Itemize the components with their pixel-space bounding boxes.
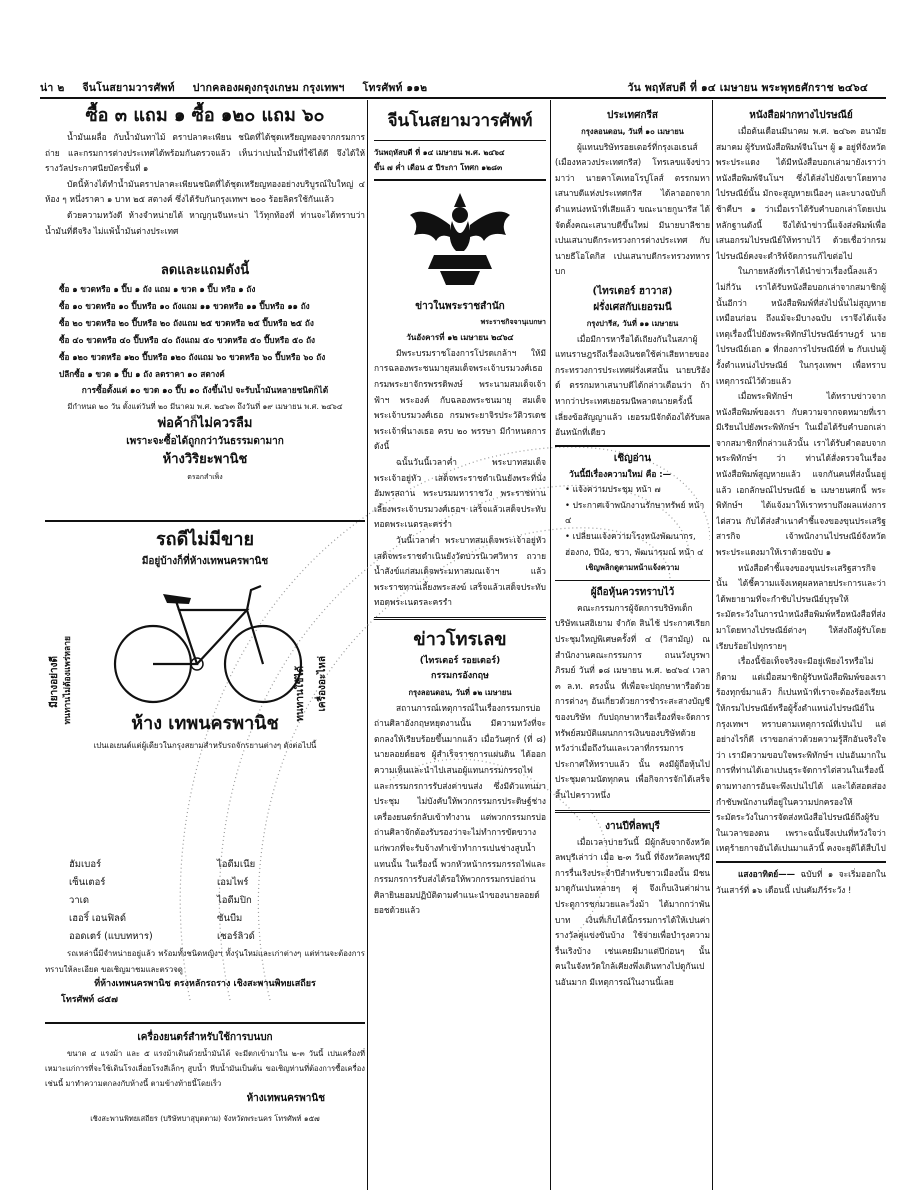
price-row: ซื้อ ๒๐ ขวดหรือ ๒๐ ปี๊บหรือ ๒๐ ถังแถม ๒๕ ขวดหรือ ๒๕ ปี๊บหรือ ๒๕ ถัง <box>59 318 314 329</box>
read-notice-item: • เปลี่ยนแจ้งความโรงหนังพัฒนากร, ฮ่องกง, ปีนัง, ชวา, พัฒนารมณ์ หน้า ๔ <box>565 531 704 557</box>
greece-dateline: กรุงลอนดอน, วันที่ ๑๐ เมษายน <box>581 127 684 136</box>
garuda-emblem-icon <box>374 185 546 293</box>
germany-source: (ไทรเตอร์ ฮาวาส) <box>592 285 673 297</box>
section-rule <box>555 580 710 581</box>
header-rule <box>40 97 886 99</box>
wire-news-dateline: กรุงลอนดอน, วันที่ ๑๒ เมษายน <box>408 688 512 698</box>
section-rule <box>555 445 710 447</box>
brand-item: ไอดีมเนีย <box>217 858 256 870</box>
wire-news-subheadline: กรรมกรอังกฤษ <box>431 671 489 682</box>
oil-ad-note: การซื้อตั้งแต่ ๑๐ ขวด ๑๐ ปี๊บ ๑๐ ถังขึ้นไป จะรับน้ำมันหลายชนิดก็ได้ <box>81 385 329 396</box>
price-row: ซื้อ ๑๒๐ ขวดหรือ ๑๒๐ ปี๊บหรือ ๑๒๐ ถังแถม ๖๐ ขวดหรือ ๖๐ ปี๊บหรือ ๖๐ ถัง <box>59 352 326 363</box>
oil-ad-slogan: พ่อค้าก็ไม่ควรลืม <box>157 416 253 432</box>
wire-news-body: สถานการณ์เหตุการณ์ในเรื่องกรรมกรบ่อถ่านศิลาอังกฤษหยุดงานนั้น มีความหวังที่จะตกลงให้เรียบร้อยขึ้นมากแล้ว เมื่อวันศุกร์ (ที่ ๘) นายลอยด์ยอช ผู้สำเร็จราชการแผ่นดิน ได้ออกความเห็นและนำไปเสนอผู้แทนกรรมกรรถไฟ และกรรมกรการรับส่งค่าขนส่ง ซึ่งมีตัวแทนมาประชุม ไม่บังคับให้พวกกรรมกรประดิษฐ์ช่างเครื่องยนตร์กลับเข้าทำงาน แต่พวกกรรมกรบ่อถ่านศิลาจักต้องรับรองว่าจะไม่ทำการขัดขวาง แก่พวกที่จะรับจ้างทำเข้าทำการเปนช่างสูบน้ำแทนนั้น ในเรื่องนี้ พวกหัวหน้ากรรมกรรถไฟและกรรมกรการรับส่งได้รอให้พวกกรรมกรบ่อถ่านศิลายินยอมปฏิบัติตามคำแนะนำของนายลอยด์ยอชด้วยแล้ว <box>374 702 546 916</box>
machine-ad-shop: ห้างเทพนครพานิช <box>246 1093 325 1105</box>
bike-ad-headline: รถดีไม่มีขาย <box>156 528 254 550</box>
section-rule <box>45 1022 365 1024</box>
royal-news-headline: ข่าวในพระราชสำนัก <box>415 300 505 312</box>
read-notice-outro: เชิญพลิกดูตามหน้าแจ้งความ <box>585 563 680 573</box>
germany-headline: ฝรั่งเศสกับเยอรมนี <box>593 301 672 313</box>
price-row: ซื้อ ๑๐ ขวดหรือ ๑๐ ปี๊บหรือ ๑๐ ถังแถม ๑๑ ขวดหรือ ๑๑ ปี๊บหรือ ๑๑ ถัง <box>59 301 310 312</box>
royal-news-source: พระราชกิจจานุเบกษา <box>480 317 546 326</box>
section-rule <box>45 520 365 522</box>
bicycle-illustration <box>105 576 305 706</box>
column-news-main <box>374 102 546 1200</box>
read-notice-item: • แจ้งความประชุม หน้า ๗ <box>565 484 661 495</box>
price-row: ซื้อ ๔๐ ขวดหรือ ๔๐ ปี๊บหรือ ๔๐ ถังแถม ๕๐ ขวดหรือ ๕๐ ปี๊บหรือ ๕๐ ถัง <box>59 335 316 346</box>
greece-headline: ประเทศกรีส <box>607 110 658 121</box>
bicycle-ad <box>45 526 365 856</box>
oil-ad-shop-location: ตรอกสำเพ็ง <box>187 473 223 482</box>
royal-news-paragraph: วันนี้เวลาค่ำ พระบาทสมเด็จพระเจ้าอยู่หัว เสด็จพระราชดำเนินยังวัดบวรนิเวศวิหาร ถวายน้ำสังข์แก่สมเด็จพระมหาสมณเจ้าฯ แล้วพระราชทานเลี้ยงพระสงฆ์ เสร็จแล้วเสด็จประทับทอดพระเนตรละครรำ <box>374 534 546 608</box>
machine-ad-address: เชิงสะพานพิทยเสถียร (บริษัทบาสุบุตตาม) จังหวัดพระนคร โทรศัพท์ ๑๕๗ <box>90 1114 320 1124</box>
letter-paragraph: เมื่อพระพิทักษ์ฯ ได้ทราบข่าวจากหนังสือพิมพ์ของเรา กับความจากจดหมายที่เรามีเรียนไปยังพระพิทักษ์ฯ ในเมื่อได้รับคำบอกเล่าจากสมาชิกที่กล่าวแล้วนั้น เราได้รับคำตอบจากพระพิทักษ์ฯ ว่า ท่านได้สั่งตรวจในเรื่องหนังสือพิมพ์สูญหายแล้ว แจกกันคนที่ส่งนั้นอยู่แล้ว เอกลักษณ์ไปรษณีย์ ๒ เมษายนศกนี้ พระพิทักษ์ฯ ได้แจ้งมาให้เราทราบถึงผลแห่งการไต่สวน กับได้ส่งสำเนาคำชี้แจงของขุนประเสริฐสารกิจ เจ้าพนักงานไปรษณีย์จังหวัดพระประแดงมาให้เราด้วยฉบับ ๑ <box>716 391 886 558</box>
letter-paragraph: ในภายหลังที่เราได้นำข่าวเรื่องนี้ลงแล้วไม่กี่วัน เราได้รับหนังสือบอกเล่าจากสมาชิกผู้นั้นอีกว่า หนังสือพิมพ์ที่ส่งไปนั้นไม่สูญหายเหมือนก่อน ถึงแม้จะมีบางฉบับ เราจึงได้แจ้งเหตุเรื่องนี้ไปยังพระพิทักษ์ไปรษณีย์ราษฎร์ นายไปรษณีย์เอก ๑ ที่กองการไปรษณีย์ที่ ๒ กับเปนผู้รั้งตำแหน่งไปรษณีย์ ในกรุงเทพฯ เพื่อทราบเหตุการณ์ไว้ด้วยแล้ว <box>716 266 886 386</box>
masthead-lunar-date: ขึ้น ๗ ค่ำ เดือน ๕ ปีระกา โทศก ๑๒๘๓ <box>374 163 503 172</box>
oil-ad-paragraph: น้ำมันเผลื่อ กับน้ำมันทาไม้ ตราปลาคะเพียน ชนิดที่ได้ชุดเหรียญทองจากกรมการ ถ่าย และกรมการต่างประเทศได้พร้อมกันตรวจแล้ว เห็นว่าเปนน้ำมันที่ใช้ได้ดี จึงได้ให้รางวัลประกาศนียบัตรชั้นที่ ๑ <box>45 132 365 174</box>
bike-ad-side-text: เครื่องอะไหล่ <box>317 655 328 712</box>
paper-name: จีนโนสยามวารศัพท์ <box>82 82 175 94</box>
brand-item: เซ็นเตอร์ <box>69 876 106 888</box>
brand-item: เอมไพร์ <box>217 876 249 888</box>
section-rule <box>555 810 710 813</box>
paper-address: ปากคลองผดุงกรุงเกษม กรุงเทพฯ <box>192 82 345 94</box>
bike-ad-phone: โทรศัพท์ ๘๕๗ <box>61 994 118 1005</box>
lopburi-body: เมื่อเวลาบ่ายวันนี้ มีผู้กลับจากจังหวัดลพบุรีเล่าว่า เมื่อ ๒-๓ วันนี้ ที่จังหวัดลพบุรีมีการรื่นเริงประจำปีสำหรับชาวเมืองนั้น มีชนมาดูกันเปนหลายๆ คู่ จึงเก็บเงินค่าผ่านประตูการชกมวยและวิ่งม้า ได้มากกว่าพันบาท เงินที่เก็บได้นี้กรรมการได้ให้เปนค่ารางวัลคู่แข่งขันบ้าง ใช้จ่ายเพื่อบำรุงความรื่นเริงบ้าง เช่นเคยมีมาแต่ปีก่อนๆ นั้น คนในจังหวัดใกล้เคียงพึ่งเดินทางไปดูกันเปนอันมาก มีเหตุการณ์ในงานนี้เลย <box>555 836 710 987</box>
letter-paragraph: เมื่อต้นเดือนมีนาคม พ.ศ. ๒๔๖๓ อนามัยสมาคม ผู้รับหนังสือพิมพ์จีนโนฯ ผู้ ๑ อยู่ที่จังหวัดพระประแดง ได้มีหนังสือบอกเล่ามายังเราว่า หนังสือพิมพ์จีนโนฯ ซึ่งได้ส่งไปยังเขาโดยทางไปรษณีย์นั้น มักจะสูญหายเนืองๆ และบางฉบับก็ช้าคืบฯ ๑ ว่าเมื่อเราได้รับคำบอกเล่าโดยเปนหลักฐานดังนี้ จึงได้นำข่าวนี้แจ้งส่งพิมพ์เพื่อเสนอกรมไปรษณีย์ให้ทราบไว้ ด้วยเชื่อว่ากรมไปรษณีย์คงจะดำริห์จัดการแก้ไขต่อไป <box>716 126 886 261</box>
column-divider <box>550 100 551 1190</box>
column-divider <box>712 100 713 1190</box>
royal-news-date: วันอังคารที่ ๑๒ เมษายน ๒๔๖๔ <box>406 333 514 343</box>
oil-ad-paragraph: บัดนี้ห้างได้ทำน้ำมันตราปลาคะเพียนชนิดที่ได้ชุดเหรียญทองอย่างบริบูรณ์ใบใหญ่ ๔ ห้อง ๆ หนึ่งราคา ๑ บาท ๒๕ สตางค์ ซึ่งได้รับกันกรุงเทพฯ ๒๐๐ ร้อยลิตรใช้กันแล้ว <box>45 178 365 205</box>
column-divider <box>367 100 368 1190</box>
column-foreign-news <box>555 102 710 1200</box>
issue-date: วัน พฤหัสบดี ที่ ๑๔ เมษายน พระพุทธศักราช ๒๔๖๔ <box>627 82 868 94</box>
greece-body: ผู้แทนบริษัทรอยเตอร์ที่กรุงเอเธนส์ (เมืองหลวงประเทศกรีส) โทรเลขแจ้งข่าวมาว่า นายคาโคเทอโรปูโลส์ ตรรกมหาเสนาบดีแห่งประเทศกรีส ได้ลาออกจากตำแหน่งหน้าที่เสียแล้ว ขณะนายกูนารีส ได้จัดตั้งคณะเสนาบดีขึ้นใหม่ มีนายบาลีชาย เปนเสนาบดีกระทรวงการต่างประเทศ กับนายธีโอโตกิส เปนเสนาบดีกระทรวงทหารบก <box>555 141 710 277</box>
letter-paragraph: หนังสือคำชี้แจงของขุนประเสริฐสารกิจนั้น ได้ชี้ความแจ้งเหตุผลหลายประการและว่าได้พยายามที่จะกำชับไปรษณีย์บุรุษให้ระมัดระวังในการนำหนังสือพิมพ์หรือหนังสือที่ส่งมาโดยทางไปรษณีย์ต่างๆ ให้ส่งถึงผู้รับโดยเรียบร้อยไปทุกรายๆ <box>716 562 886 651</box>
shareholders-body: คณะกรรมการผู้จัดการบริษัทเด็กบริษัทเนสฮิเยาม จำกัด สินไช้ ประกาศเรียกประชุมใหญ่พิเศษครั้งที่ ๔ (วิสามัญ) ณ สำนักงานคณะกรรมการ ถนนวังบูรพาภิรมย์ วันที่ ๑๘ เมษายน พ.ศ. ๒๔๖๔ เวลา ๓ ล.ท. ตรงนั้น ที่เพื่อจะปฤกษาหารือด้วยการต่างๆ อันเกี่ยวด้วยการชำระสะสางบัญชีของบริษัท กับปฤกษาหารือเรื่องที่จะจัดการทรัพย์สมบัติแผนกการเงินของบริษัทด้วย หวังว่าเมื่อถึงวันและเวลาที่กรรมการประกาศให้ทราบแล้ว นั้น คงมีผู้ถือหุ้นไปประชุมตามนัดทุกคน เพื่อกิจการจักได้เสร็จสิ้นไปคราวหนึ่ง <box>555 602 710 800</box>
royal-news-paragraph: มีพระบรมราชโองการโปรดเกล้าฯ ให้มีการฉลองพระชนมายุสมเด็จพระเจ้าบรมวงศ์เธอ กรมพระยาจักรพรรดิพงษ์ พระนามสมเด็จเจ้าฟ้าฯ พระองค์ กับฉลองพระชนมายุ สมเด็จพระเจ้าบรมวงศ์เธอ กรมพระยาจิรประวัติวรเดช พระเจ้าพี่นางเธอ ครบ ๒๐ พรรษา มีกำหนดการดังนี้ <box>374 347 546 452</box>
read-notice-intro: วันนี้มีเรื่องความใหม่ คือ :— <box>569 468 672 479</box>
brand-item: ไอดีมปิก <box>217 894 252 906</box>
brand-item: ออดเตร์ (แบบทหาร) <box>69 930 153 942</box>
price-table <box>45 281 365 383</box>
column-advertisements <box>45 102 365 1200</box>
brand-item: ฮัมเบอร์ <box>69 858 102 870</box>
masthead-rule <box>374 140 546 141</box>
bike-ad-shop: ห้าง เทพนครพานิช <box>131 712 279 734</box>
wire-news-headline: ข่าวโทรเลข <box>413 628 507 650</box>
bike-ad-subheadline: มีอยู่บ้างก็ที่ห้างเทพนครพานิช <box>141 555 269 567</box>
lopburi-headline: งานปีที่ลพบุรี <box>605 820 660 832</box>
oil-ad-paragraph: ด้วยความหวังดี ห้างจำหน่ายได้ หาญกุนจีนหะน่า ไว้ทุกท้องที่ ท่านจะได้ทราบว่า น้ำมันที่ดีจริง ไม่แพ้น้ำมันต่างประเทศ <box>45 209 365 236</box>
running-head <box>40 72 886 96</box>
oil-ad-headline: ซื้อ ๓ แถม ๑ ซื้อ ๑๒๐ แถม ๖๐ <box>85 105 325 126</box>
column-editorial <box>716 102 886 1200</box>
brand-item: วาเด <box>69 894 90 906</box>
machine-ad-body: ขนาด ๔ แรงม้า และ ๕ แรงม้าเดินด้วยน้ำมันได้ จะมีตกเข้ามาใน ๒-๓ วันนี้ เปนเครื่องที่เหมาะแก่การที่จะใช้เดินโรงเลื่อยโรงสีเล็กๆ สูบน้ำ หีบน้ำมันเป็นต้น ขอเชิญท่านที่ต้องการซื้อเครื่องเช่นนี้ มาทำความตกลงกับห้างนี้ ตามข้างท้ายนี้โดยเร็ว <box>45 1049 365 1089</box>
machine-ad-headline: เครื่องยนตร์สำหรับใช้การบนบก <box>137 1032 273 1044</box>
notice-body: ฉบับที่ ๑ จะเริ่มออกในวันเสาร์ที่ ๑๖ เดือนนี้ เปนคัมภีร์ระวัง ! <box>716 868 886 895</box>
paper-phone: โทรศัพท์ ๑๑๒ <box>362 82 428 94</box>
germany-body: เมื่อมีการหารือได้เถียงกันในสภาผู้แทนราษฎรถึงเรื่องเงินชดใช้ค่าเสียหายของกระทรวงการประเทศฝรั่งเศสนั้น นายบริอังด์ ตรรกมหาเสนาบดีได้กล่าวเตือนว่า ถ้าหากว่าประเทศเยอรมนีพลาดนายครั้งนี้ เลี่ยงข้อสัญญาแล้ว เยอรมนีจักต้องได้รับผลอันหนักที่เดียว <box>555 333 710 438</box>
section-rule <box>374 617 546 620</box>
read-notice-item-text: ประกาศเจ้าพนักงานรักษาทรัพย์ หน้า ๔ <box>565 499 705 526</box>
read-notice-item-text: เปลี่ยนแจ้งความโรงหนังพัฒนากร, ฮ่องกง, ปีนัง, ชวา, พัฒนารมณ์ หน้า ๔ <box>565 531 704 557</box>
bike-ad-side-text: ทนทานไม่ต้องแพร่หลาย <box>63 635 73 725</box>
shareholders-headline: ผู้ถือหุ้นควรทราบไว้ <box>590 586 675 598</box>
oil-ad-subheadline: ลดและแถมดังนี้ <box>160 263 250 279</box>
oil-ad-note: มีกำหนด ๒๐ วัน ตั้งแต่วันที่ ๒๐ มีนาคม พ.ศ. ๒๔๖๓ ถึงวันที่ ๑๙ เมษายน พ.ศ. ๒๔๖๔ <box>67 401 343 411</box>
read-notice-item: • ประกาศเจ้าพนักงานรักษาทรัพย์ หน้า ๔ <box>565 499 705 526</box>
bike-brand-list <box>45 856 365 946</box>
read-notice-headline: เชิญอ่าน <box>613 452 652 464</box>
masthead: จีนโนสยามวารศัพท์ <box>387 111 533 131</box>
price-row: ปลีกซื้อ ๑ ขวด ๑ ปี๊บ ๑ ถัง ลดราคา ๑๐ สตางค์ <box>59 369 225 380</box>
masthead-date: วันพฤหัสบดี ที่ ๑๔ เมษายน พ.ศ. ๒๔๖๔ <box>374 148 505 157</box>
bike-ad-intro: เปนเอเยนต์แต่ผู้เดียวในกรุงสยามสำหรับรถจักรยานต่างๆ ดังต่อไปนี้ <box>93 740 317 750</box>
masthead-rule <box>374 179 546 181</box>
price-row: ซื้อ ๑ ขวดหรือ ๑ ปี๊บ ๑ ถัง แถม ๑ ขวด ๑ ปี๊บ หรือ ๑ ถัง <box>59 284 256 295</box>
wire-news-source: (ไทรเตอร์ รอยเตอร์) <box>419 655 501 666</box>
notice-lead: แสงอาทิตย์—— <box>738 868 795 879</box>
read-notice-item-text: แจ้งความประชุม หน้า ๗ <box>572 484 661 495</box>
royal-news-paragraph: ฉนั้นวันนี้เวลาค่ำ พระบาทสมเด็จพระเจ้าอยู่หัว เสด็จพระราชดำเนินยังพระที่นั่งอัมพรสถาน พระบรมมหาราชวัง พระราชทานเลี้ยงพระเจ้าบรมวงศ์เธอฯ เสร็จแล้วเสด็จประทับทอดพระเนตรละครรำ <box>374 456 546 530</box>
oil-ad-shop: ห้างวิริยะพานิช <box>162 452 248 468</box>
section-rule <box>716 861 886 863</box>
notice-paragraph <box>716 867 886 898</box>
page-number: น่า ๒ <box>40 82 65 94</box>
bike-ad-side-text: มียางอย่างดี <box>49 655 60 708</box>
brand-item: ซันบีม <box>217 912 243 924</box>
brand-item: เฮอริ์ เอนฟิลด์ <box>69 912 127 924</box>
bike-ad-side-text: ทนทานใช้ได้ <box>295 665 306 722</box>
brand-item: เชอร์ลิวด์ <box>217 930 255 942</box>
germany-dateline: กรุงปารีส, วันที่ ๑๑ เมษายน <box>586 318 679 328</box>
bike-ad-body: รถเหล่านี้มีจำหน่ายอยู่แล้ว พร้อมทั้งชนิดหญิงฯ ทั้งรุ่นใหม่และเก่าต่างๆ แต่ท่านจะต้องการทราบให้ละเอียด ขอเชิญมาชมและตรวจดู <box>45 948 365 974</box>
bike-ad-address: ที่ห้างเทพนครพานิช ตรงหลักรถราง เชิงสะพานพิทยเสถียร <box>94 979 316 990</box>
letter-paragraph: เรื่องนี้ข้อเท็จจริงจะมีอยู่เพียงไรหรือไม่ก็ตาม แต่เมื่อสมาชิกผู้รับหนังสือพิมพ์ของเราร้องทุกข์มาแล้ว ก็เปนหน้าที่เราจะต้องร้องเรียนให้กรมไปรษณีย์หรือผู้รั้งตำแหน่งไปรษณีย์ในกรุงเทพฯ ทราบตามเหตุการณ์ที่เปนไป แต่อย่างไรก็ดี เราขอกล่าวด้วยความรู้สึกอันจริงใจว่า เรามีความขอบใจพระพิทักษ์ฯ เปนอันมากในการที่ท่านได้เอาเปนธุระจัดการไต่สวนในเรื่องนี้ตามทางการอันจะพึงเปนไปได้ และได้สอดส่องกำชับพนักงานที่อยู่ในความปกครองให้ระมัดระวังในการจัดส่งหนังสือไปรษณีย์ถึงผู้รับในเวลาของตน เพราะฉนั้นจึงเปนที่หวังใจว่า เหตุร้ายกาจอันได้เปนมาแล้วนี้ คงจะยุติได้สืบไป <box>716 656 886 854</box>
oil-ad-slogan: เพราะจะซื้อได้ถูกกว่าวันธรรมดามาก <box>126 436 284 448</box>
letter-headline: หนังสือฝากทางไปรษณีย์ <box>749 110 853 121</box>
